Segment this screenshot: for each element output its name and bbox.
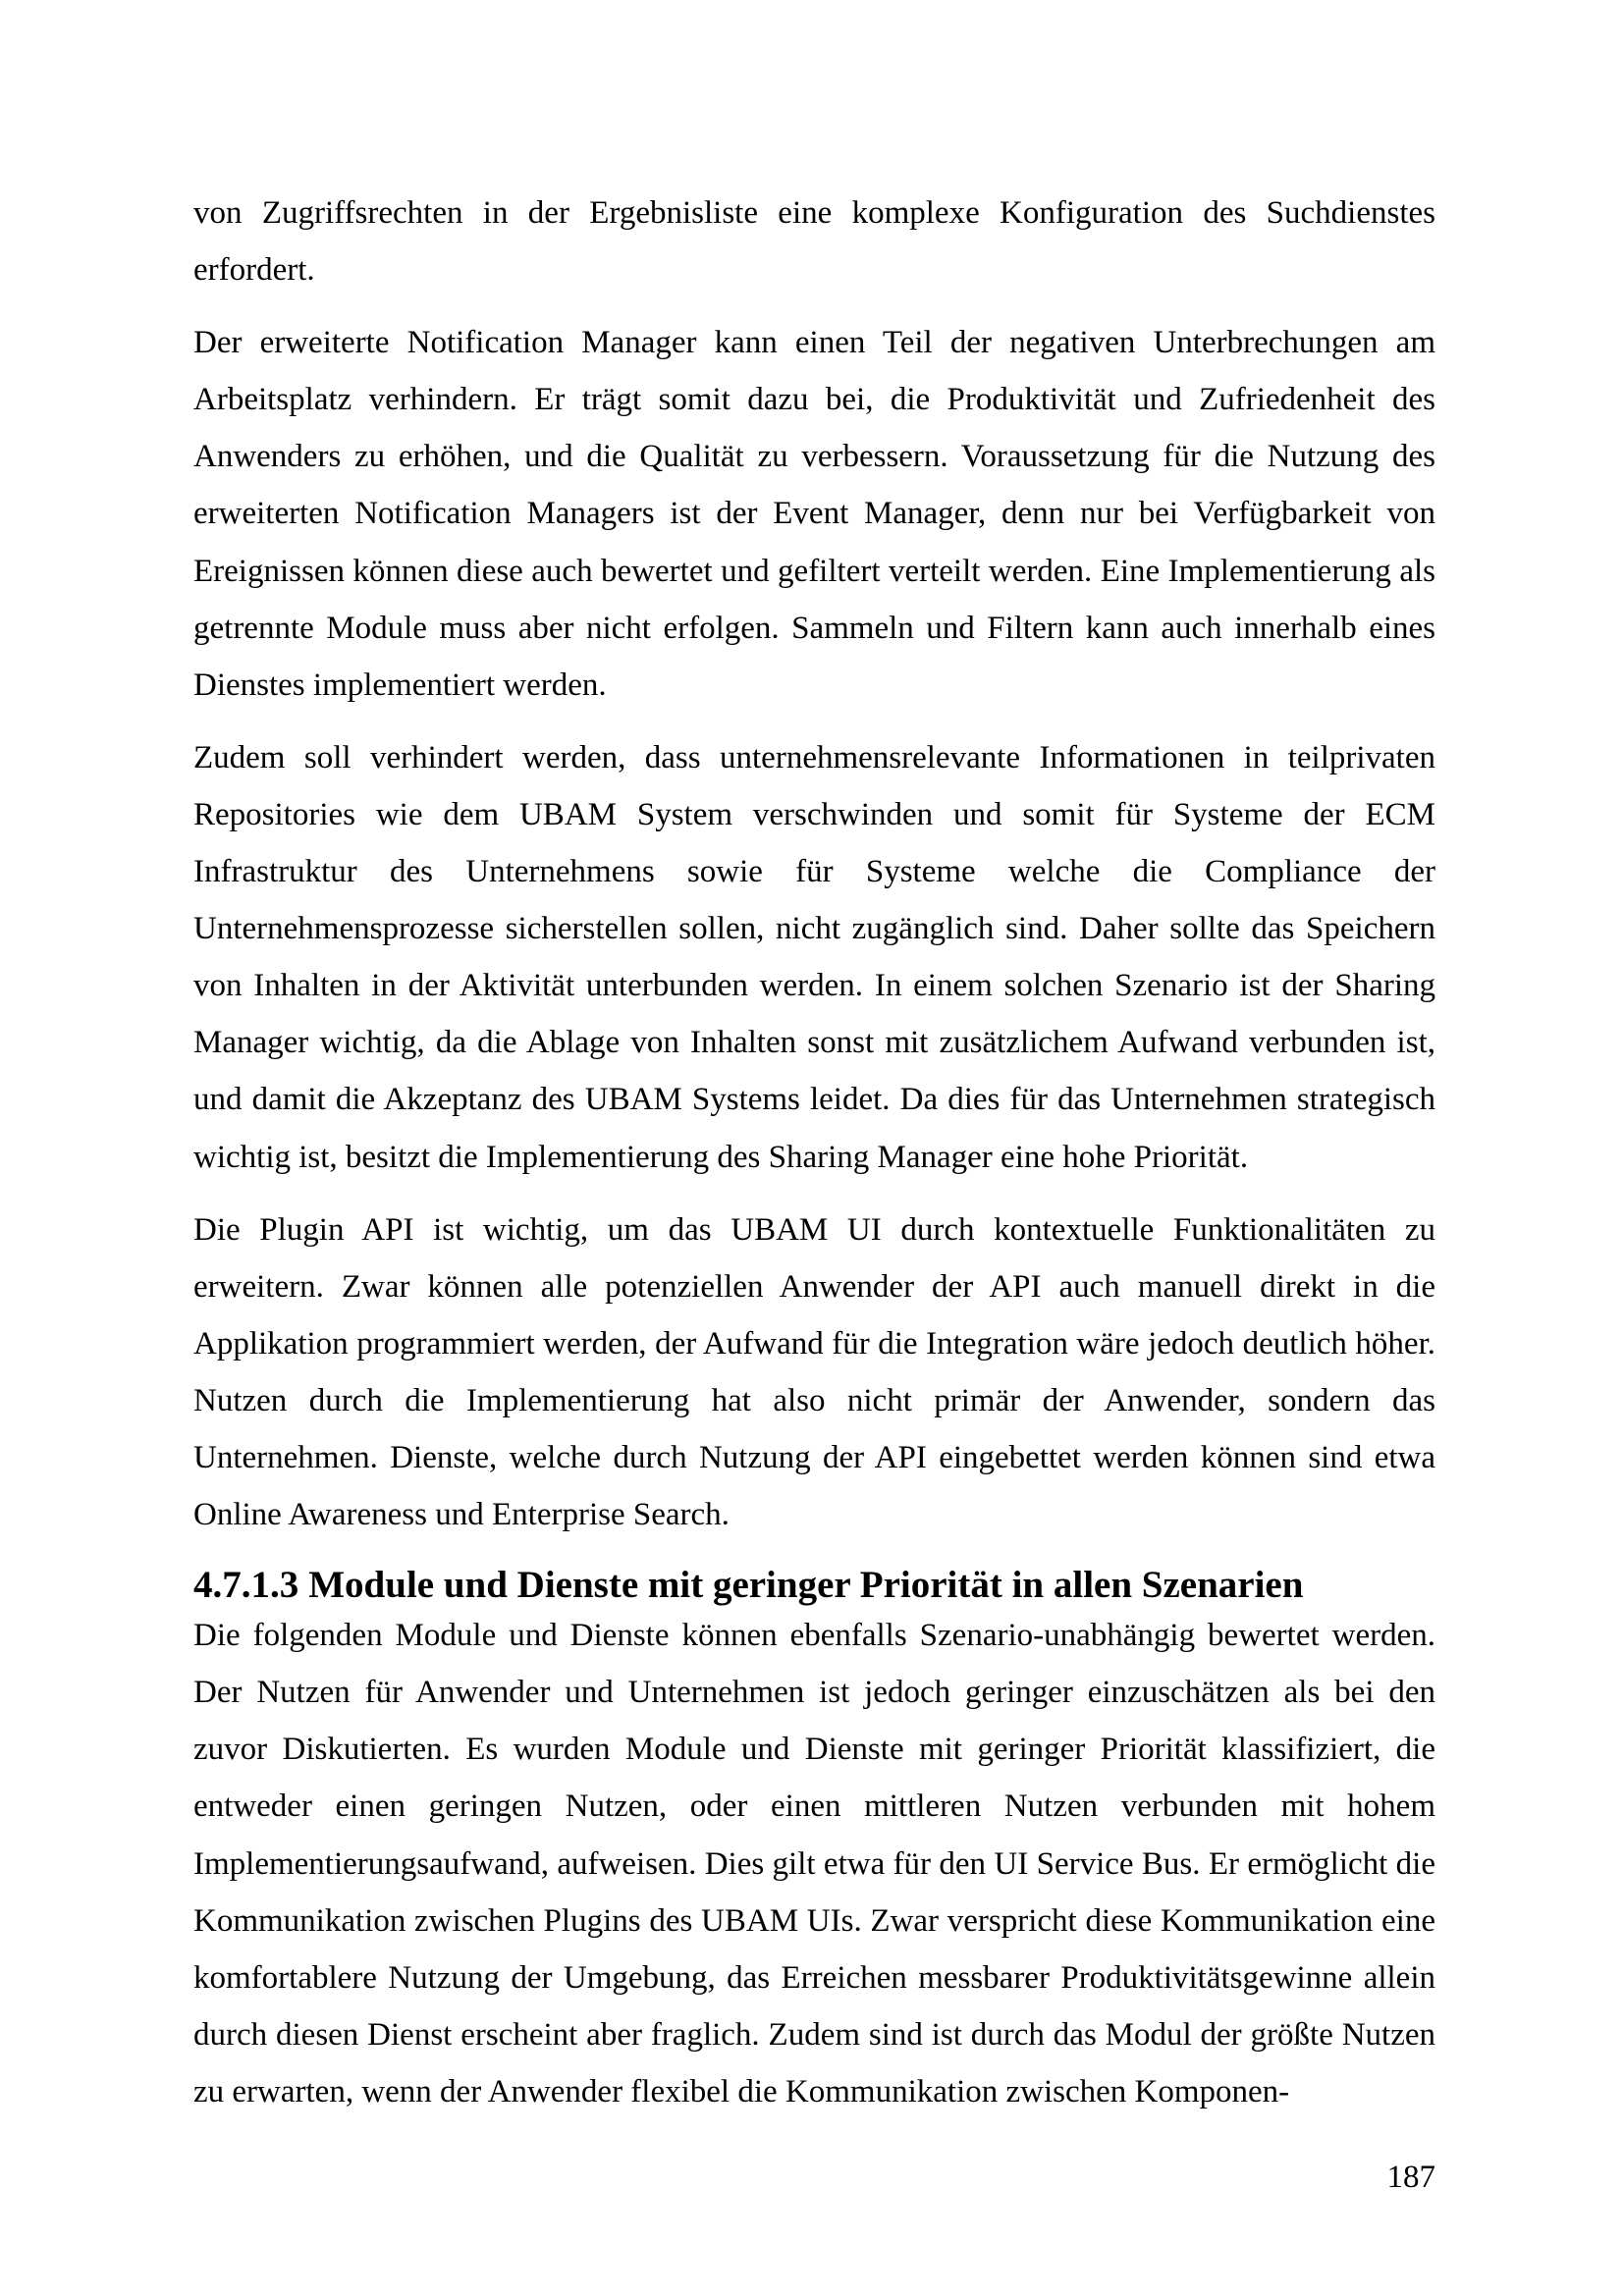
paragraph-notification-manager: Der erweiterte Notification Manager kann einen Teil der negativen Unterbrechungen am Arbeitsplatz verhindern. Er trägt somit dazu bei, die Produktivität und Zufriedenheit des Anwenders zu erhöhen, und die Qualität zu verbessern. Voraussetzung für die Nutzung des erweiterten Notification Managers ist der Event Manager, denn nur bei Verfügbarkeit von Ereignissen können diese auch bewertet und gefiltert verteilt werden. Eine Implementierung als getrennte Module muss aber nicht erfolgen. Sammeln und Filtern kann auch innerhalb eines Dienstes implementiert werden. [193,325,1435,703]
document-page [193,185,1435,2136]
paragraph-access-rights: von Zugriffsrechten in der Ergebnisliste eine komplexe Konfiguration des Suchdienstes erfordert. [193,195,1435,289]
section-title: Module und Dienste mit geringer Priorität in allen Szenarien [308,1564,1304,1607]
paragraph-plugin-api: Die Plugin API ist wichtig, um das UBAM UI durch kontextuelle Funktionalitäten zu erweitern. Zwar können alle potenziellen Anwender der API auch manuell direkt in die Applikation programmiert werden, der Aufwand für die Integration wäre jedoch deutlich höher. Nutzen durch die Implementierung hat also nicht primär der Anwender, sondern das Unternehmen. Dienste, welche durch Nutzung der API eingebettet werden können sind etwa Online Awareness und Enterprise Search. [193,1211,1435,1533]
paragraph-low-priority-modules: Die folgenden Module und Dienste können ebenfalls Szenario-unabhängig bewertet werden. Der Nutzen für Anwender und Unternehmen ist jedoch geringer einzuschätzen als bei den zuvor Diskutierten. Es wurden Module und Dienste mit geringer Priorität klassifiziert, die entweder einen geringen Nutzen, oder einen mittleren Nutzen verbunden mit hohem Implementierungsaufwand, aufweisen. Dies gilt etwa für den UI Service Bus. Er ermöglicht die Kommunikation zwischen Plugins des UBAM UIs. Zwar verspricht diese Kommunikation eine komfortablere Nutzung der Umgebung, das Erreichen messbarer Produktivitätsgewinne allein durch diesen Dienst erscheint aber fraglich. Zudem sind ist durch das Modul der größte Nutzen zu erwarten, wenn der Anwender flexibel die Kommunikation zwischen Komponen- [193,1618,1435,2109]
page-number: 187 [1386,2160,1435,2195]
section-heading [193,1560,1435,1611]
paragraph-sharing-manager: Zudem soll verhindert werden, dass unternehmensrelevante Informationen in teilprivaten Repositories wie dem UBAM System verschwinden und somit für Systeme der ECM Infrastruktur des Unternehmens sowie für Systeme welche die Compliance der Unternehmensprozesse sicherstellen sollen, nicht zugänglich sind. Daher sollte das Speichern von Inhalten in der Aktivität unterbunden werden. In einem solchen Szenario ist der Sharing Manager wichtig, da die Ablage von Inhalten sonst mit zusätzlichem Aufwand verbunden ist, und damit die Akzeptanz des UBAM Systems leidet. Da dies für das Unternehmen strategisch wichtig ist, besitzt die Implementierung des Sharing Manager eine hohe Priorität. [193,739,1435,1175]
section-number: 4.7.1.3 [193,1564,299,1607]
